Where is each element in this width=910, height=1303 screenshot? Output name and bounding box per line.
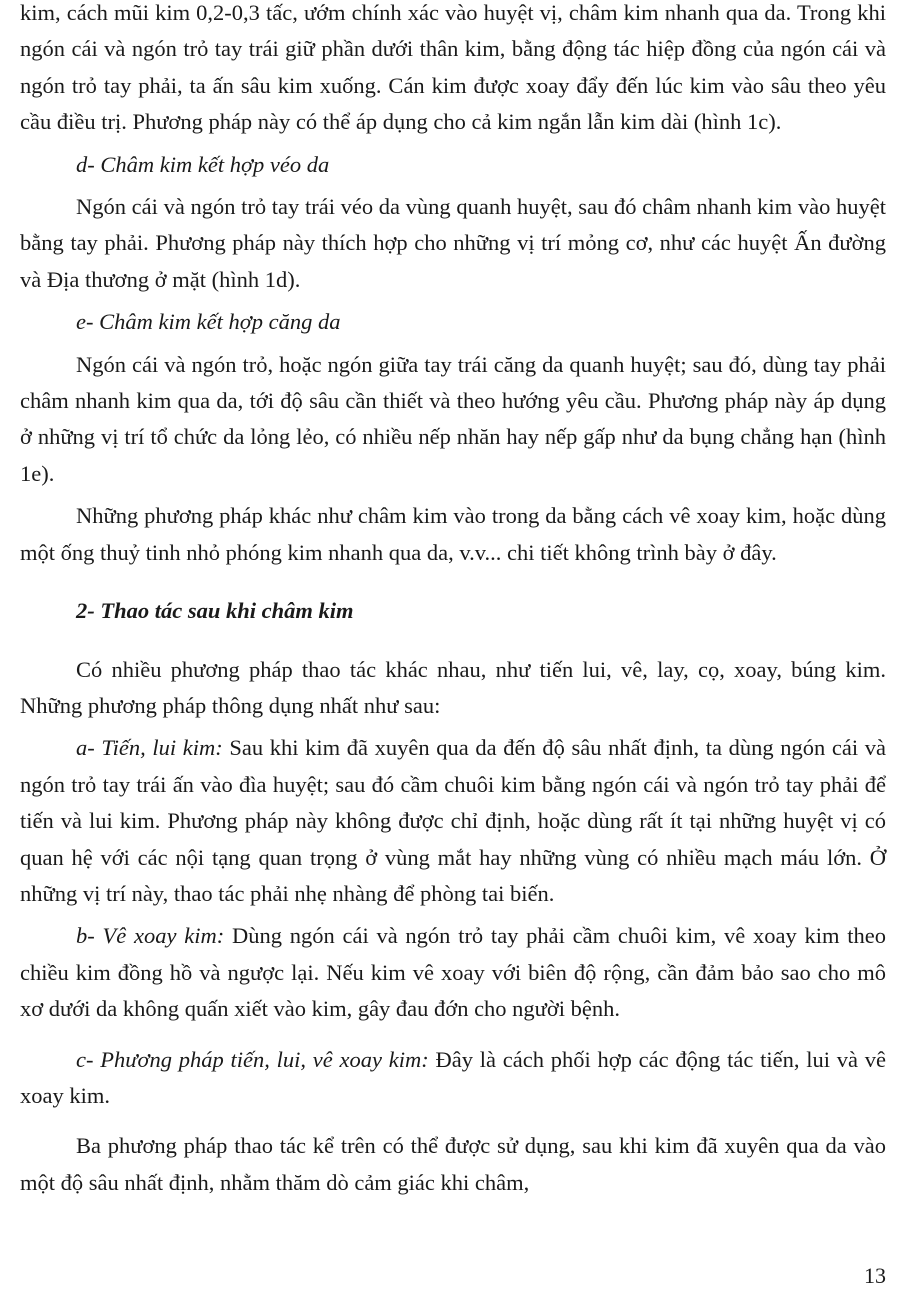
heading-e: e- Châm kim kết hợp căng da <box>76 309 341 335</box>
runin-a: a- Tiến, lui kim: <box>76 735 223 761</box>
paragraph-b-text: Dùng ngón cái và ngón trỏ tay phải cầm chuôi kim, vê xoay kim theo chiều kim đồng hồ và ngược lại. Nếu kim vê xoay với biên độ rộng, cần đảm bảo sao cho mô xơ dưới da không quấn xiết vào kim, gây đau đớn cho người bệnh. <box>20 923 887 1022</box>
runin-c: c- Phương pháp tiến, lui, vê xoay kim: <box>76 1046 429 1072</box>
paragraph-a <box>20 730 886 912</box>
paragraph-d: Ngón cái và ngón trỏ tay trái véo da vùng quanh huyệt, sau đó châm nhanh kim vào huyệt bằng tay phải. Phương pháp này thích hợp cho những vị trí mỏng cơ, như các huyệt Ấn đường và Địa thương ở mặt (hình 1d). <box>20 194 886 292</box>
paragraph-final: Ba phương pháp thao tác kể trên có thể được sử dụng, sau khi kim đã xuyên qua da vào một độ sâu nhất định, nhằm thăm dò cảm giác khi châm, <box>20 1133 886 1195</box>
page-number: 13 <box>864 1263 886 1288</box>
paragraph-intro: Có nhiều phương pháp thao tác khác nhau, như tiến lui, vê, lay, cọ, xoay, búng kim. Những phương pháp thông dụng nhất như sau: <box>20 656 886 718</box>
heading-d: d- Châm kim kết hợp véo da <box>76 151 330 177</box>
paragraph-other-methods: Những phương pháp khác như châm kim vào trong da bằng cách vê xoay kim, hoặc dùng một ống thuỷ tinh nhỏ phóng kim nhanh qua da, v.v... chi tiết không trình bày ở đây. <box>20 503 886 565</box>
runin-b: b- Vê xoay kim: <box>76 923 225 949</box>
paragraph-b <box>20 918 886 1027</box>
paragraph-c <box>20 1042 886 1115</box>
paragraph-continuation: kim, cách mũi kim 0,2-0,3 tấc, ướm chính xác vào huyệt vị, châm kim nhanh qua da. Trong khi ngón cái và ngón trỏ tay trái giữ phần dưới thân kim, bằng động tác hiệp đồng của ngón cái và ngón trỏ tay phải, ta ấn sâu kim xuống. Cán kim được xoay đẩy đến lúc kim vào sâu theo yêu cầu điều trị. Phương pháp này có thể áp dụng cho cả kim ngắn lẫn kim dài (hình 1c). <box>20 0 886 135</box>
page-body <box>20 0 886 1201</box>
section-heading-2: 2- Thao tác sau khi châm kim <box>76 598 354 624</box>
paragraph-e: Ngón cái và ngón trỏ, hoặc ngón giữa tay trái căng da quanh huyệt; sau đó, dùng tay phải châm nhanh kim qua da, tới độ sâu cần thiết và theo hướng yêu cầu. Phương pháp này áp dụng ở những vị trí tổ chức da lỏng lẻo, có nhiều nếp nhăn hay nếp gấp như da bụng chẳng hạn (hình 1e). <box>20 351 886 486</box>
paragraph-c-text: Đây là cách phối hợp các động tác tiến, lui và vê xoay kim. <box>20 1046 887 1108</box>
paragraph-a-text: Sau khi kim đã xuyên qua da đến độ sâu nhất định, ta dùng ngón cái và ngón trỏ tay trái ấn vào đìa huyệt; sau đó cầm chuôi kim bằng ngón cái và ngón trỏ tay phải để tiến và lui kim. Phương pháp này không được chỉ định, hoặc dùng rất ít tại những huyệt vị có quan hệ với các nội tạng quan trọng ở vùng mắt hay những vùng có nhiều mạch máu lớn. Ở những vị trí này, thao tác phải nhẹ nhàng để phòng tai biến. <box>20 735 887 906</box>
